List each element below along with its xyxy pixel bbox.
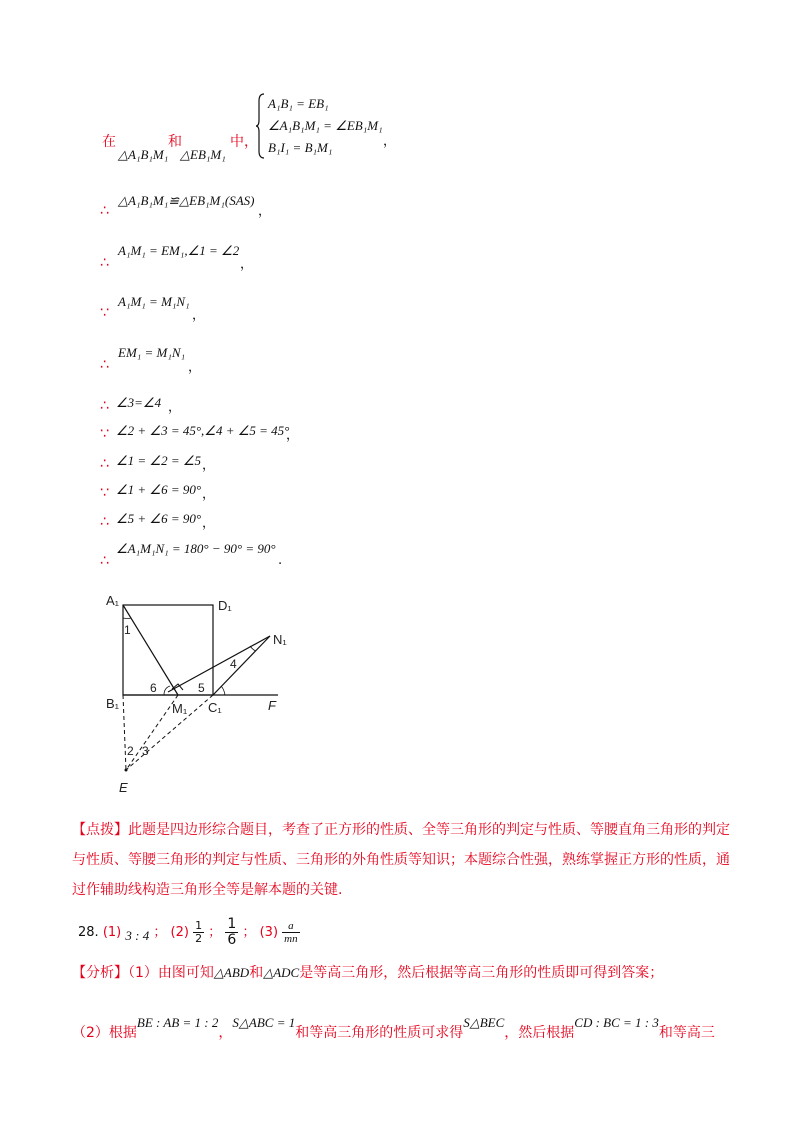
analysis-text-7: ，然后根据 — [504, 1025, 575, 1041]
proof-he: 和 — [168, 134, 182, 150]
analysis-line-1 — [72, 962, 663, 982]
proof-comma-3: ， — [240, 257, 254, 272]
q28-answer — [78, 917, 300, 948]
segment-m1-n1 — [168, 636, 270, 692]
analysis-triangle-adc: △ADC — [263, 965, 300, 980]
proof-angle5-angle6: ∠5 + ∠6 = 90° — [116, 511, 202, 526]
label-e: E — [119, 780, 128, 795]
comment-text: 此题是四边形综合题目，考查了正方形的性质、全等三角形的判定与性质、等腰直角三角形的判定与性质、等腰三角形的判定与性质、三角形的外角性质等知识；本题综合性强，熟练掌握正方形的性质，通过作辅助线构造三角形全等是解本题的关键. — [72, 822, 730, 898]
angle-label-1: 1 — [124, 623, 131, 637]
angle-label-3: 3 — [142, 744, 149, 758]
proof-comma-9: ， — [202, 487, 216, 502]
q28-part2-label: (2) — [170, 925, 189, 940]
proof-congruence: △A₁B₁M₁≌△EB₁M₁(SAS) — [118, 193, 255, 208]
proof-comma-4: ， — [192, 308, 206, 323]
because-symbol: ∵ — [100, 485, 109, 501]
condition-3: B₁I₁ = B₁M₁ — [268, 140, 333, 155]
comment-paragraph — [72, 815, 732, 905]
q28-sep-3: ； — [242, 925, 256, 940]
label-c1: C₁ — [208, 700, 222, 715]
therefore-symbol: ∴ — [100, 456, 109, 472]
q28-number: 28. — [78, 925, 99, 940]
analysis-ratio-cd-bc: CD : BC = 1 : 3 — [574, 1015, 659, 1030]
label-m1: M₁ — [172, 701, 188, 716]
because-symbol: ∵ — [100, 305, 109, 321]
angle-label-4: 4 — [230, 657, 237, 671]
analysis-text-6: 和等高三角形的性质可求得 — [295, 1025, 464, 1041]
q28-answer-3: $\frac{a}{mn}$ — [284, 920, 298, 945]
proof-45-degrees: ∠2 + ∠3 = 45°,∠4 + ∠5 = 45° — [116, 423, 290, 438]
analysis-line-2 — [72, 1015, 715, 1042]
analysis-area-bec: S△BEC — [463, 1015, 505, 1030]
comment-tag: 【点拨】 — [72, 822, 128, 838]
proof-right-angle: ∠A₁M₁N₁ = 180° − 90° = 90° — [116, 541, 276, 556]
proof-comma-1: ， — [383, 134, 397, 149]
proof-comma-10: ， — [202, 516, 216, 531]
arc-angle-6 — [164, 686, 170, 695]
therefore-symbol: ∴ — [100, 203, 109, 219]
therefore-symbol: ∴ — [100, 357, 109, 373]
q28-part1-label: (1) — [102, 925, 122, 940]
angle-label-2: 2 — [127, 744, 134, 758]
angle-label-6: 6 — [150, 681, 157, 695]
analysis-area-abc: S△ABC = 1 — [232, 1015, 296, 1030]
proof-em1-m1n1: EM₁ = M₁N₁ — [118, 345, 186, 360]
proof-comma-8: ， — [202, 458, 216, 473]
analysis-text-1: （1）由图可知 — [128, 965, 214, 981]
point-e — [125, 769, 128, 772]
label-d1: D₁ — [218, 598, 232, 613]
therefore-symbol: ∴ — [100, 514, 109, 530]
arc-angle-1 — [123, 618, 131, 619]
q28-answer-2a: $\frac{1}{2}$ — [195, 919, 203, 945]
q28-sep-1: ； — [153, 925, 167, 940]
proof-period: . — [278, 553, 283, 568]
proof-comma-7: ， — [286, 428, 300, 443]
geometry-figure — [100, 588, 300, 800]
dashed-c1-e — [126, 695, 213, 770]
q28-sep-2: ； — [208, 925, 222, 940]
dashed-b1-e — [123, 695, 126, 770]
proof-angles-1-2-5: ∠1 = ∠2 = ∠5 — [116, 453, 202, 468]
arc-angle-5 — [221, 686, 225, 695]
analysis-text-2: 和 — [249, 965, 264, 981]
proof-a1m1-m1n1: A₁M₁ = M₁N₁ — [118, 294, 190, 309]
therefore-symbol: ∴ — [100, 255, 109, 271]
because-symbol: ∵ — [100, 426, 109, 442]
q28-part3-label: (3) — [259, 925, 279, 940]
angle-label-5: 5 — [198, 681, 205, 695]
proof-triangle-2: △EB₁M₁ — [180, 147, 226, 162]
label-n1: N₁ — [273, 632, 287, 647]
analysis-text-8: 和等高三 — [658, 1025, 715, 1041]
analysis-text-3: 是等高三角形，然后根据等高三角形的性质即可得到答案； — [299, 965, 664, 981]
proof-comma-5: ， — [188, 360, 202, 375]
analysis-text-4: （2）根据 — [72, 1025, 137, 1041]
therefore-symbol: ∴ — [100, 553, 109, 569]
proof-zhong: 中， — [230, 134, 258, 150]
proof-angle3-angle4: ∠3=∠4 — [116, 395, 162, 410]
q28-answer-2b: $\frac{1}{6}$ — [227, 916, 237, 948]
condition-system — [258, 93, 383, 159]
analysis-triangle-abd: △ABD — [213, 965, 250, 980]
proof-comma-2: ， — [258, 204, 272, 219]
therefore-symbol: ∴ — [100, 398, 109, 414]
proof-equal-sides-angles: A₁M₁ = EM₁,∠1 = ∠2 — [118, 243, 240, 258]
label-f: F — [268, 698, 276, 713]
condition-1: A₁B₁ = EB₁ — [268, 96, 329, 111]
label-a1: A₁ — [106, 593, 120, 608]
q28-answer-1: 3 : 4 — [125, 928, 150, 943]
analysis-text-5: ， — [218, 1025, 233, 1041]
proof-triangle-1: △A₁B₁M₁ — [118, 147, 169, 162]
arc-angle-4 — [250, 646, 256, 651]
condition-2: ∠A₁B₁M₁ = ∠EB₁M₁ — [268, 118, 383, 133]
label-b1: B₁ — [106, 696, 120, 711]
analysis-ratio-be-ab: BE : AB = 1 : 2 — [136, 1015, 219, 1030]
analysis-tag: 【分析】 — [72, 965, 128, 981]
proof-angle1-angle6: ∠1 + ∠6 = 90° — [116, 482, 202, 497]
proof-zai: 在 — [102, 134, 116, 150]
proof-comma-6: ， — [168, 400, 182, 415]
